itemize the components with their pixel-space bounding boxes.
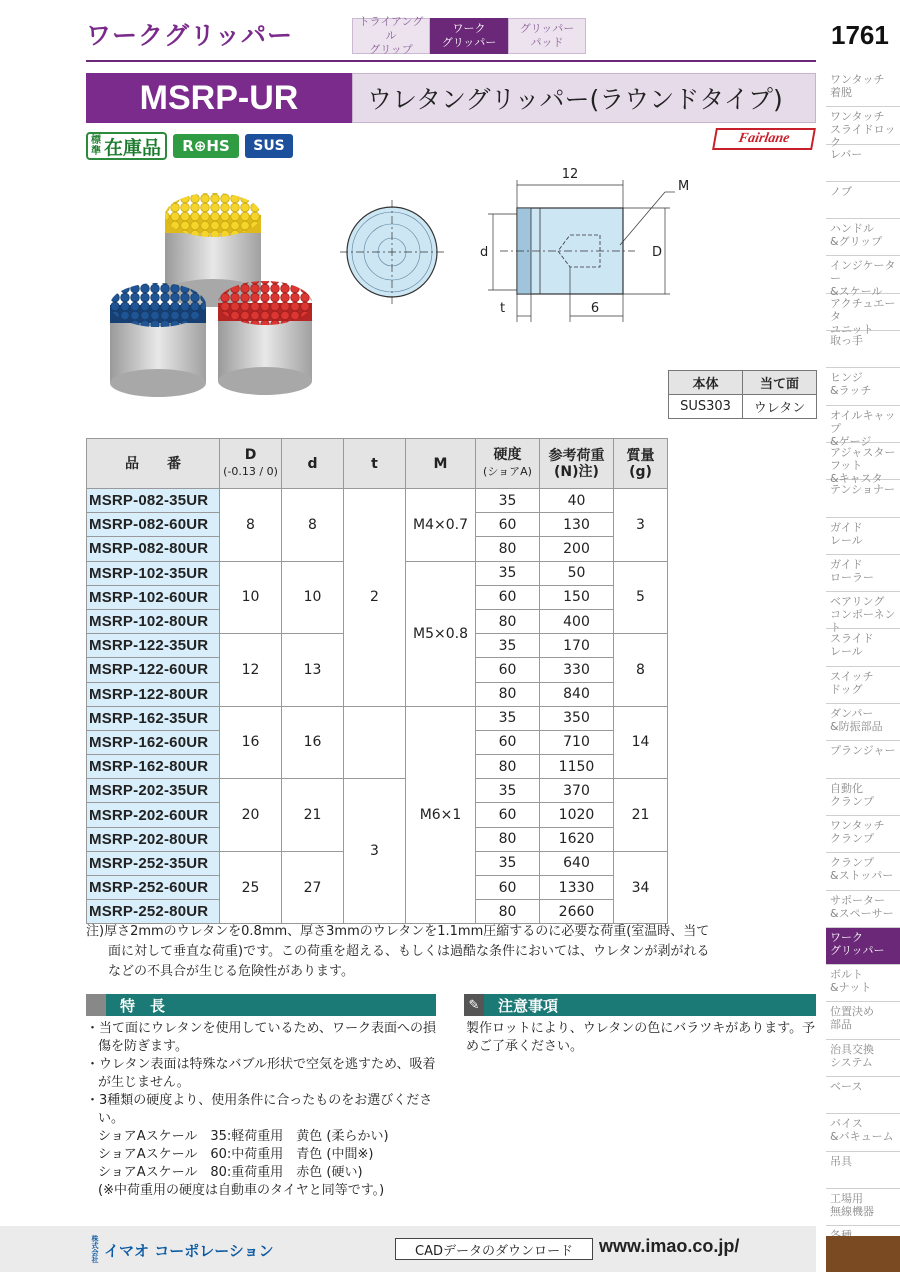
col-header-load bbox=[540, 439, 614, 489]
sidebar-item-label: レバー bbox=[830, 147, 863, 161]
sidebar-item[interactable] bbox=[826, 853, 900, 890]
pencil-icon: ✎ bbox=[464, 994, 484, 1016]
cell-load: 200 bbox=[540, 537, 614, 561]
product-code: MSRP-252-80UR bbox=[87, 900, 220, 924]
cell-load: 1150 bbox=[540, 755, 614, 779]
product-code: MSRP-162-60UR bbox=[87, 730, 220, 754]
category-tabs bbox=[352, 15, 586, 56]
technical-drawing bbox=[330, 160, 810, 330]
sidebar-end-block bbox=[826, 1236, 900, 1272]
product-code: MSRP-252-60UR bbox=[87, 876, 220, 900]
cad-download-link[interactable]: CADデータのダウンロード bbox=[395, 1238, 593, 1260]
col-header-d: d bbox=[282, 439, 344, 489]
cell-load: 170 bbox=[540, 634, 614, 658]
col-header-load-label: 参考荷重 bbox=[548, 447, 605, 464]
tab-label: ワーク グリッパー bbox=[441, 22, 497, 49]
cell-D: 12 bbox=[220, 634, 282, 707]
dim-length-label: 12 bbox=[561, 167, 579, 182]
cell-hardness: 60 bbox=[476, 803, 540, 827]
category-title: ワークグリッパー bbox=[86, 21, 294, 50]
sidebar-item[interactable] bbox=[826, 1114, 900, 1151]
product-code: MSRP-082-35UR bbox=[87, 489, 220, 513]
sidebar-item[interactable] bbox=[826, 518, 900, 555]
dim-t-label: t bbox=[500, 301, 506, 316]
sidebar-item[interactable] bbox=[826, 368, 900, 405]
product-code: MSRP-102-80UR bbox=[87, 609, 220, 633]
cell-t-blank bbox=[344, 706, 406, 779]
col-header-mass-unit: (g) bbox=[629, 463, 652, 480]
sidebar-item[interactable] bbox=[826, 891, 900, 928]
note-line: などの不具合が生じる危険性があります。 bbox=[108, 964, 354, 979]
stock-badge-label: 在庫品 bbox=[104, 136, 162, 159]
sidebar-item[interactable] bbox=[826, 779, 900, 816]
sidebar-item-label: ワーク グリッパー bbox=[830, 930, 885, 957]
side-view bbox=[500, 208, 635, 294]
cell-load: 350 bbox=[540, 706, 614, 730]
sidebar-item-label: インジケーター &スケール bbox=[830, 259, 896, 299]
sidebar-item[interactable] bbox=[826, 480, 900, 517]
sidebar-item-label: テンショナー bbox=[830, 483, 895, 497]
feature-item: ・ウレタン表面は特殊なバブル形状で空気を逃すため、吸着が生じません。 bbox=[86, 1057, 436, 1090]
cell-M: M5×0.8 bbox=[406, 561, 476, 706]
sidebar-item[interactable] bbox=[826, 331, 900, 368]
features-body bbox=[86, 1020, 446, 1200]
sidebar-item[interactable] bbox=[826, 1152, 900, 1189]
material-surface-value: ウレタン bbox=[743, 395, 817, 419]
cell-hardness: 35 bbox=[476, 851, 540, 875]
col-header-D bbox=[220, 439, 282, 489]
sidebar-item-label: ベース bbox=[830, 1080, 863, 1094]
sidebar-item-label: ワンタッチ クランプ bbox=[830, 818, 885, 845]
sidebar-item[interactable] bbox=[826, 629, 900, 666]
sidebar-item[interactable] bbox=[826, 704, 900, 741]
cell-hardness: 80 bbox=[476, 682, 540, 706]
sidebar-item-label: アクチュエータ ユニット bbox=[830, 296, 896, 336]
stock-badge-small: 標準 bbox=[91, 135, 101, 157]
sidebar-item[interactable] bbox=[826, 667, 900, 704]
header-rule bbox=[86, 60, 816, 62]
col-header-D-tolerance: (-0.13 / 0) bbox=[223, 465, 278, 478]
features-marker bbox=[86, 994, 106, 1016]
cell-mass: 34 bbox=[614, 851, 668, 924]
cell-hardness: 35 bbox=[476, 779, 540, 803]
cell-hardness: 35 bbox=[476, 634, 540, 658]
dim-six-label: 6 bbox=[590, 301, 600, 316]
material-header-surface: 当て面 bbox=[743, 371, 817, 395]
dim-d-small-label: d bbox=[480, 245, 489, 260]
cell-load: 2660 bbox=[540, 900, 614, 924]
col-header-mass-label: 質量 bbox=[626, 447, 655, 464]
sidebar-item[interactable] bbox=[826, 928, 900, 965]
product-title: ウレタングリッパー(ラウンドタイプ) bbox=[352, 73, 816, 123]
cell-hardness: 35 bbox=[476, 489, 540, 513]
col-header-hardness-label: 硬度 bbox=[493, 447, 522, 463]
cell-load: 710 bbox=[540, 730, 614, 754]
sidebar-item-label: クランプ &ストッパー bbox=[830, 856, 894, 883]
col-header-hardness-unit: (ショアA) bbox=[483, 465, 532, 478]
sidebar-item-label: ワンタッチ スライドロック bbox=[830, 110, 896, 150]
product-photo bbox=[90, 185, 330, 410]
hardness-scale-line: ショアAスケール 80:重荷重用 赤色 (硬い) bbox=[98, 1165, 363, 1180]
stock-badge bbox=[86, 132, 167, 160]
material-header-body: 本体 bbox=[669, 371, 743, 395]
model-code: MSRP-UR bbox=[86, 73, 352, 123]
cell-D: 16 bbox=[220, 706, 282, 779]
cell-hardness: 60 bbox=[476, 730, 540, 754]
sidebar-item-label: ワンタッチ 着脱 bbox=[830, 73, 885, 99]
cell-load: 40 bbox=[540, 489, 614, 513]
company-name: イマオ コーポレーション bbox=[104, 1241, 274, 1260]
sidebar-item[interactable] bbox=[826, 182, 900, 219]
product-code: MSRP-162-35UR bbox=[87, 706, 220, 730]
cell-load: 50 bbox=[540, 561, 614, 585]
col-header-code: 品 番 bbox=[87, 439, 220, 489]
product-code: MSRP-122-80UR bbox=[87, 682, 220, 706]
cell-hardness: 60 bbox=[476, 658, 540, 682]
cell-load: 400 bbox=[540, 609, 614, 633]
product-code: MSRP-162-80UR bbox=[87, 755, 220, 779]
cell-d: 27 bbox=[282, 851, 344, 924]
features-title: 特 長 bbox=[120, 996, 166, 1015]
cell-M: M4×0.7 bbox=[406, 489, 476, 562]
cell-D: 25 bbox=[220, 851, 282, 924]
features-heading bbox=[86, 994, 436, 1016]
sidebar-item-label: プランジャー bbox=[830, 744, 896, 758]
sus-badge: SUS bbox=[245, 134, 293, 158]
sidebar-item[interactable] bbox=[826, 1189, 900, 1226]
product-code: MSRP-122-35UR bbox=[87, 634, 220, 658]
product-code: MSRP-082-60UR bbox=[87, 513, 220, 537]
col-header-load-unit: (N)注) bbox=[554, 463, 599, 480]
tab-label: トライアングル グリップ bbox=[358, 15, 424, 56]
product-code: MSRP-202-35UR bbox=[87, 779, 220, 803]
sidebar-item-label: ダンパー &防振部品 bbox=[830, 707, 883, 734]
tab-triangle-grip[interactable] bbox=[352, 15, 430, 56]
blue-gripper bbox=[110, 283, 206, 397]
cell-load: 370 bbox=[540, 779, 614, 803]
sidebar-item[interactable] bbox=[826, 1002, 900, 1039]
sidebar-item[interactable] bbox=[826, 1040, 900, 1077]
product-code: MSRP-202-80UR bbox=[87, 827, 220, 851]
cell-hardness: 60 bbox=[476, 585, 540, 609]
product-code: MSRP-202-60UR bbox=[87, 803, 220, 827]
sidebar-item-label: ベアリング コンポーネント bbox=[830, 595, 896, 635]
cautions-heading bbox=[464, 994, 816, 1016]
cell-hardness: 80 bbox=[476, 755, 540, 779]
material-table bbox=[668, 370, 817, 419]
sidebar-item-label: オイルキャップ &ゲージ bbox=[830, 408, 896, 448]
sidebar-item[interactable] bbox=[826, 965, 900, 1002]
cell-hardness: 80 bbox=[476, 827, 540, 851]
cell-M: M6×1 bbox=[406, 706, 476, 924]
spec-table bbox=[86, 438, 668, 924]
cell-hardness: 35 bbox=[476, 561, 540, 585]
cell-hardness: 60 bbox=[476, 876, 540, 900]
red-gripper bbox=[218, 281, 312, 395]
product-code: MSRP-122-60UR bbox=[87, 658, 220, 682]
rohs-badge: R⊕HS bbox=[173, 134, 239, 158]
sidebar-item[interactable] bbox=[826, 406, 900, 448]
spec-table-body bbox=[87, 489, 668, 924]
front-view bbox=[340, 200, 444, 304]
company-logo bbox=[90, 1236, 274, 1264]
cell-D: 10 bbox=[220, 561, 282, 634]
cell-hardness: 60 bbox=[476, 513, 540, 537]
sidebar-item-label: ヒンジ &ラッチ bbox=[830, 371, 872, 398]
website-link[interactable]: www.imao.co.jp/ bbox=[599, 1236, 740, 1256]
dim-m-label: M bbox=[678, 179, 690, 194]
hardness-scale-line: ショアAスケール 60:中荷重用 青色 (中間※) bbox=[98, 1147, 374, 1162]
hardness-scale-note: (※中荷重用の硬度は自動車のタイヤと同等です。) bbox=[98, 1183, 385, 1198]
cell-hardness: 80 bbox=[476, 609, 540, 633]
sidebar-item-label: ノブ bbox=[830, 184, 852, 198]
sidebar-nav bbox=[826, 70, 900, 1264]
cell-d: 16 bbox=[282, 706, 344, 779]
cell-d: 10 bbox=[282, 561, 344, 634]
table-row bbox=[87, 779, 668, 803]
cell-d: 13 bbox=[282, 634, 344, 707]
sidebar-item-label: 治具交換 システム bbox=[830, 1042, 874, 1069]
sidebar-item-label: 工場用 無線機器 bbox=[830, 1191, 874, 1218]
tab-gripper-pad[interactable] bbox=[508, 18, 586, 54]
col-header-D-label: D bbox=[244, 447, 257, 463]
cell-load: 330 bbox=[540, 658, 614, 682]
cell-d: 21 bbox=[282, 779, 344, 852]
col-header-M: M bbox=[406, 439, 476, 489]
cell-hardness: 80 bbox=[476, 900, 540, 924]
sidebar-item-label: ガイド ローラー bbox=[830, 557, 874, 584]
sidebar-item-label: サポーター &スペーサー bbox=[830, 893, 894, 920]
sidebar-item[interactable] bbox=[826, 145, 900, 182]
note-line: 面に対して垂直な荷重)です。この荷重を超える、もしくは過酷な条件においては、ウレタンが剥がれる bbox=[108, 944, 710, 959]
sidebar-item-label: 取っ手 bbox=[830, 334, 863, 348]
cell-load: 1020 bbox=[540, 803, 614, 827]
sidebar-item-label: アジャスター フット &キャスタ bbox=[830, 445, 896, 485]
feature-item: ・3種類の硬度より、使用条件に合ったものをお選びください。 bbox=[86, 1093, 433, 1126]
sidebar-item-label: スイッチ ドッグ bbox=[830, 669, 874, 696]
page-number: 1761 bbox=[831, 20, 889, 50]
cautions-text: 製作ロットにより、ウレタンの色にバラツキがあります。予めご了承ください。 bbox=[466, 1021, 816, 1054]
product-code: MSRP-252-35UR bbox=[87, 851, 220, 875]
sidebar-item[interactable] bbox=[826, 256, 900, 299]
cell-mass: 14 bbox=[614, 706, 668, 779]
cell-mass: 21 bbox=[614, 779, 668, 852]
sidebar-item-label: バイス &バキューム bbox=[830, 1117, 894, 1144]
table-row bbox=[87, 489, 668, 513]
cell-mass: 3 bbox=[614, 489, 668, 562]
tab-work-gripper[interactable] bbox=[430, 18, 508, 54]
fairlane-logo: Fairlane bbox=[712, 128, 816, 150]
badges bbox=[86, 132, 293, 160]
cell-mass: 8 bbox=[614, 634, 668, 707]
sidebar-item-label: ボルト &ナット bbox=[830, 968, 872, 995]
tab-label: グリッパー パッド bbox=[519, 22, 575, 49]
hardness-scale-line: ショアAスケール 35:軽荷重用 黄色 (柔らかい) bbox=[98, 1129, 389, 1144]
sidebar-item[interactable] bbox=[826, 816, 900, 853]
col-header-hardness bbox=[476, 439, 540, 489]
cell-load: 1620 bbox=[540, 827, 614, 851]
sidebar-item[interactable] bbox=[826, 741, 900, 778]
cell-load: 640 bbox=[540, 851, 614, 875]
sidebar-item[interactable] bbox=[826, 1077, 900, 1114]
sidebar-item-label: スライド レール bbox=[830, 632, 874, 659]
col-header-mass bbox=[614, 439, 668, 489]
table-row bbox=[87, 706, 668, 730]
cell-t: 3 bbox=[344, 779, 406, 924]
sidebar-item-label: 自動化 クランプ bbox=[830, 781, 874, 808]
sidebar-item[interactable] bbox=[826, 107, 900, 150]
company-prefix: 株式会社 bbox=[91, 1235, 99, 1264]
dim-d-large-label: D bbox=[652, 245, 663, 260]
cell-D: 8 bbox=[220, 489, 282, 562]
col-header-t: t bbox=[344, 439, 406, 489]
sidebar-item[interactable] bbox=[826, 219, 900, 256]
cell-load: 1330 bbox=[540, 876, 614, 900]
sidebar-item-label: 位置決め 部品 bbox=[830, 1005, 874, 1032]
cell-d: 8 bbox=[282, 489, 344, 562]
product-code: MSRP-102-60UR bbox=[87, 585, 220, 609]
product-code: MSRP-082-80UR bbox=[87, 537, 220, 561]
material-body-value: SUS303 bbox=[669, 395, 743, 419]
sidebar-item[interactable] bbox=[826, 443, 900, 485]
sidebar-item[interactable] bbox=[826, 70, 900, 107]
table-note bbox=[86, 922, 746, 982]
cell-hardness: 80 bbox=[476, 537, 540, 561]
note-line: 注)厚さ2mmのウレタンを0.8mm、厚さ3mmのウレタンを1.1mm圧縮するのに必要な荷重(室温時、当て bbox=[86, 924, 710, 939]
sidebar-item[interactable] bbox=[826, 555, 900, 592]
sidebar-item[interactable] bbox=[826, 592, 900, 635]
cell-D: 20 bbox=[220, 779, 282, 852]
cell-load: 840 bbox=[540, 682, 614, 706]
product-code: MSRP-102-35UR bbox=[87, 561, 220, 585]
feature-item: ・当て面にウレタンを使用しているため、ワーク表面への損傷を防ぎます。 bbox=[86, 1021, 436, 1054]
cell-mass: 5 bbox=[614, 561, 668, 634]
cell-hardness: 35 bbox=[476, 706, 540, 730]
cell-load: 150 bbox=[540, 585, 614, 609]
sidebar-item-label: 吊具 bbox=[830, 1154, 852, 1168]
sidebar-item[interactable] bbox=[826, 294, 900, 336]
cautions-title: 注意事項 bbox=[498, 996, 559, 1015]
cell-load: 130 bbox=[540, 513, 614, 537]
cell-t: 2 bbox=[344, 489, 406, 707]
sidebar-item-label: ハンドル &グリップ bbox=[830, 222, 883, 249]
sidebar-item-label: ガイド レール bbox=[830, 520, 863, 547]
